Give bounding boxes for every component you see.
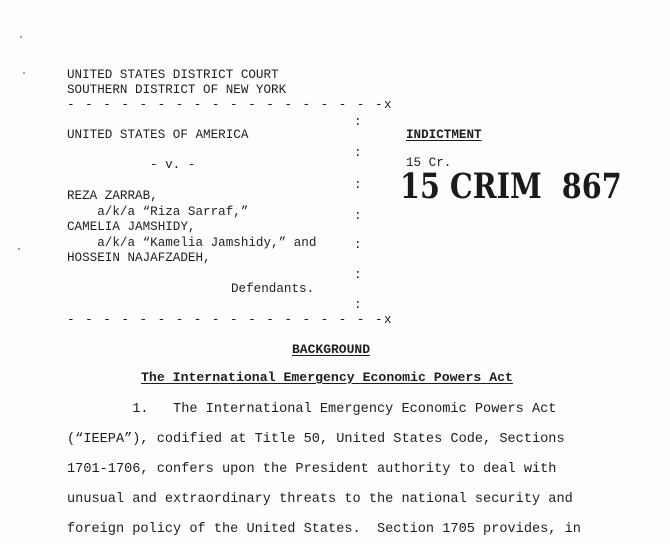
subheading: The International Emergency Economic Powers Act: [141, 370, 513, 385]
plaintiff-name: UNITED STATES OF AMERICA: [67, 128, 249, 142]
defendant-line: a/k/a “Kamelia Jamshidy,” and: [67, 236, 317, 250]
defendant-line: HOSSEIN NAJAFZADEH,: [67, 251, 211, 265]
scan-speck: [18, 248, 20, 250]
caption-border-top: - - - - - - - - - - - - - - - - - -x: [67, 98, 394, 112]
defendant-line: a/k/a “Riza Sarraf,”: [67, 205, 249, 219]
case-number-typed: 15 Cr.: [406, 156, 452, 170]
caption-colon: :: [354, 115, 362, 129]
paragraph-line: 1. The International Emergency Economic Powers Act: [67, 402, 557, 417]
defendant-line: REZA ZARRAB,: [67, 189, 158, 203]
defendant-line: CAMELIA JAMSHIDY,: [67, 220, 196, 234]
caption-border-bottom: - - - - - - - - - - - - - - - - - -x: [67, 313, 394, 327]
versus-marker: - v. -: [150, 158, 196, 172]
defendants-label: Defendants.: [231, 282, 315, 296]
court-name: UNITED STATES DISTRICT COURT: [67, 68, 279, 82]
court-district: SOUTHERN DISTRICT OF NEW YORK: [67, 83, 287, 97]
paragraph-line: foreign policy of the United States. Section 1705 provides, in: [67, 522, 581, 537]
paragraph-line: unusual and extraordinary threats to the national security and: [67, 492, 573, 507]
caption-colon: :: [354, 238, 362, 252]
caption-colon: :: [354, 178, 362, 192]
caption-colon: :: [354, 268, 362, 282]
paragraph-line: (“IEEPA”), codified at Title 50, United States Code, Sections: [67, 432, 565, 447]
caption-colon: :: [354, 209, 362, 223]
document-title: INDICTMENT: [406, 128, 482, 142]
section-heading: BACKGROUND: [292, 342, 371, 357]
caption-colon: :: [354, 146, 362, 160]
caption-colon: :: [354, 298, 362, 312]
scan-speck: [23, 72, 25, 74]
case-number-stamp: 15 CRIM 867: [400, 166, 622, 207]
paragraph-line: 1701-1706, confers upon the President authority to deal with: [67, 462, 557, 477]
scan-speck: [20, 36, 22, 38]
